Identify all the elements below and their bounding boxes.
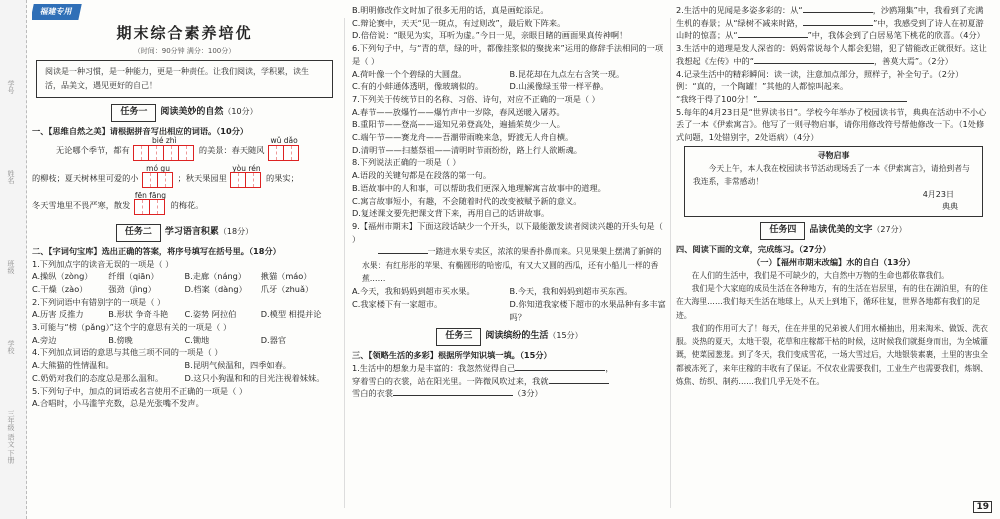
task3-name: 阅读缤纷的生活 bbox=[485, 331, 549, 342]
notice-sign: 典典 bbox=[942, 202, 958, 212]
sub-question-7: 7.下列关于传统节日的名称、习俗、诗句，对应不正确的一项是（ ） bbox=[352, 93, 600, 104]
fill-4: 4.记录生活中的精彩瞬间：读一读，注意加点部分，照样子，补全句子。（2分） bbox=[676, 68, 964, 79]
fill-4-example: 例：“真的，一个陶罐！”其他的人都惊叫起来。 bbox=[676, 81, 849, 92]
pinyin-box-3[interactable]: mó gu bbox=[143, 165, 173, 192]
options-4: A.大熊猫的性情温和。 B.昆明气候温和，四季如春。 C.奶奶对我们的态度总是那么温和。 D.这只小狗温和和的目光注视着妹妹。 bbox=[32, 360, 325, 383]
option-8b: B.语故事中的人和事，可以帮助我们更深入地理解寓言故事中的道理。 bbox=[352, 182, 606, 193]
task3-label: 任务三 bbox=[436, 328, 481, 346]
fill-5: 5.每年的4月23日是“世界读书日”。学校今年举办了校园读书节，典典在活动中不小心丢了一本《伊索寓言》。他写了一则寻物启事，请你用修改符号帮他修改一下。（1处修式问题，1处错别字，2处语病）（4分） bbox=[676, 106, 987, 143]
option-5d: D.倍倍说：“眼见为实，耳听为虚。”今日一见，亲眼目睹的画面果真传神啊！ bbox=[352, 30, 628, 41]
name-label: 姓名 bbox=[7, 170, 15, 184]
student-id-label: 学号 bbox=[7, 80, 15, 94]
fill-1b: 穿着雪白的衣裳，站在阳光里。一阵微风吹过来，我就 bbox=[352, 375, 667, 388]
task3-header bbox=[352, 328, 667, 346]
fill-blank-2[interactable] bbox=[549, 383, 609, 384]
sub-question-9: 9.【福州市期末】下面这段话缺少一个开头，以下最能激发读者阅读兴趣的开头句是（ ） bbox=[352, 220, 663, 244]
sub-question-5: 5.下列句子中，加点的词语或名言使用不正确的一项是（ ） bbox=[32, 385, 248, 396]
exam-title: 期末综合素养培优 bbox=[116, 24, 253, 43]
column-right bbox=[676, 0, 991, 519]
option-8d: D.复述课文要先把课文背下来，再用自己的话讲故事。 bbox=[352, 208, 550, 219]
pinyin-box-4[interactable]: yòu rén bbox=[231, 165, 261, 192]
task2-score: （18分） bbox=[218, 226, 254, 236]
page-number: 19 bbox=[973, 501, 992, 513]
pinyin-line-1: 无论哪个季节，都有 bié zhì 的美景：春天随风 wǔ dǎo bbox=[56, 137, 337, 164]
notice-title: 寻物启事 bbox=[817, 150, 850, 160]
pinyin-box-1[interactable]: bié zhì bbox=[134, 137, 194, 164]
fill-1: 1.生活中的想象力是丰富的：我忽然觉得自己 ， bbox=[352, 362, 614, 373]
pinyin-line-3: 冬天雪地里不畏严寒，散发 fēn fāng 的梅花。 bbox=[32, 192, 337, 219]
sub-question-4: 4.下列加点词语的意思与其他三项不同的一项是（ ） bbox=[32, 347, 223, 358]
sub-question-8: 8.下列说法正确的一项是（ ） bbox=[352, 157, 461, 168]
sub-question-3: 3.可能与“榜（pǎng）”这个字的意思有关的一项是（ ） bbox=[32, 322, 232, 333]
article-para-2: 我们是个大家庭的成员生活在各种地方，有的生活在岩层里，有的住在湖泊里，有的住在大海里……我们每天生活在地球上，从天上到地下，循环往复，世界各地都有我们的足迹。 bbox=[676, 284, 988, 320]
fill-1c: 雪白的衣裳 （3分） bbox=[352, 388, 543, 399]
passage-9: 一踏进水果专卖区，浓浓的果香扑鼻而来。只见果架上摆满了新鲜的水果：有红彤彤的苹果、有椭圆形的哈密瓜，有又大又圆的西瓜，还有小船儿一样的香蕉…… bbox=[362, 247, 662, 283]
binding-strip bbox=[0, 0, 27, 519]
fill-4-answer: “我终于得了100分！” bbox=[676, 93, 991, 106]
task1-score: （10分） bbox=[223, 106, 258, 116]
fill-3: 3.生活中的道理是发人深省的：妈妈常说每个人都会犯错，犯了错能改正就很好。这让我想起《左传》中的“ ，善莫大焉”。（2分） bbox=[676, 43, 987, 66]
question-2: 二、【字词句宝库】选出正确的答案，将序号填写在括号里。（18分） bbox=[32, 245, 281, 256]
task2-name: 学习语言积累 bbox=[164, 226, 219, 237]
option-7b: B.重阳节——登高——遥知兄弟登高处，遍插茱萸少一人。 bbox=[352, 119, 565, 130]
article-para-3: 我们的作用可大了！每天，住在井里的兄弟被人们用水桶抽出，用来淘米、做饭、洗衣服。炎热的夏天，太地干裂，花草和庄稼都干枯的时候，这时候我们就挺身而出，为全城灌溉，使菜园葱茏。到了冬天，我们变成雪花，一场大雪过后，大地银装素裹，土里的害虫全都被冻死了，来年庄稼的丰收有了保证。不仅农业需要我们，工业生产也需要我们，炼钢、炼焦、纺织、制药……我们几乎无处不在。 bbox=[676, 323, 988, 386]
pinyin-line-2: 的柳枝；夏天树林里可爱的小 mó gu ；秋天果园里 yòu rén 的果实； bbox=[32, 165, 337, 192]
article-para-1: 在人们的生活中，我们是不可缺少的，大自然中万物的生命也都依靠我们。 bbox=[691, 270, 949, 280]
task4-label: 任务四 bbox=[760, 222, 805, 240]
region-badge: 福建专用 bbox=[32, 4, 82, 20]
task1-header bbox=[32, 104, 337, 122]
question-4: 四、阅读下面的文章，完成练习。（27分） bbox=[676, 244, 831, 255]
intro-box: 阅读是一种习惯，是一种能力，更是一种责任。让我们阅读，学积累，读生活，品美文，遇见更好的自己！ bbox=[36, 60, 333, 97]
exam-subtitle: （时间：90分钟 满分：100分） bbox=[133, 46, 236, 55]
article-title: （一）【福州市期末改编】水的自白（13分） bbox=[752, 257, 915, 268]
sub-question-2: 2.下列词语中有错别字的一项是（ ） bbox=[32, 296, 166, 307]
option-5c: C.辩论赛中，天天“见一斑点，有过则改”，最后败下阵来。 bbox=[352, 17, 566, 28]
column-left bbox=[32, 0, 337, 519]
fill-blank-3[interactable] bbox=[393, 395, 513, 396]
column-middle bbox=[352, 0, 667, 519]
task2-header bbox=[32, 224, 337, 242]
option-7a: A.春节——放爆竹——爆竹声中一岁除，春风送暖入屠苏。 bbox=[352, 106, 565, 117]
options-6: A.荷叶像一个个碧绿的大圆盘。 B.昆花却在九点左右含笑一现。 C.有的小蚌通体透明，像玻璃似的。 D.山溪像绿玉带一样平静。 bbox=[352, 68, 625, 92]
task4-score: （27分） bbox=[872, 225, 907, 235]
notice-date: 4月23日 bbox=[922, 189, 954, 199]
task3-score: （15分） bbox=[548, 331, 583, 341]
sub-question-1: 1.下列加点字的读音无误的一项是（ ） bbox=[32, 258, 174, 269]
class-label: 班级 bbox=[7, 260, 15, 274]
option-7d: D.清明节——扫墓祭祖——清明时节雨纷纷，路上行人欲断魂。 bbox=[352, 144, 582, 155]
options-3: A.旁边 B.傍晚 C.锄地 D.器官 bbox=[32, 334, 287, 345]
notice-body: 今天上午，本人我在校园读书节活动现场丢了一本《伊索寓言》，请拾到者与我连系，非常感动！ bbox=[693, 164, 970, 187]
option-8c: C.寓言故事短小，有趣，不会随着时代的改变被赋予新的意义。 bbox=[352, 195, 582, 206]
column-divider-1 bbox=[344, 18, 345, 508]
option-5a: A.合唱时，小马滥竽充数，总是光张嘴不发声。 bbox=[32, 398, 204, 409]
column-divider-2 bbox=[670, 18, 671, 508]
options-9: A.今天，我和妈妈到超市买水果。 B.今天，我和妈妈到超市买东西。 C.我家楼下有一家超市。 D.你知道我家楼下超市的水果品种有多丰富吗？ bbox=[352, 286, 666, 322]
task1-label: 任务一 bbox=[111, 104, 156, 122]
sub-question-6: 6.下列句子中，与“青的草，绿的叶，都像挂浆似的聚拢来”运用的修辞手法相同的一项是（ ） bbox=[352, 43, 664, 66]
option-8a: A.语段的关键句都是在段落的第一句。 bbox=[352, 170, 492, 181]
option-5b: B.明明修改作文时加了很多无用的话，真是画蛇添足。 bbox=[352, 5, 549, 15]
task4-header bbox=[676, 222, 991, 240]
option-7c: C.端午节——赛龙舟——吾潮带雨晚来急，野渡无人舟自横。 bbox=[352, 132, 574, 143]
task1-name: 阅读美妙的自然 bbox=[160, 106, 224, 117]
fill-2: 2.生活中的见闻是多姿多彩的：从“ ，沙鸥翔集”中，我看到了充满生机的春景；从“绿树不减来时路， ”中，我感受到了诗人在初夏游山时的惊喜；从“ ”中，我体会到了白居易笔下桃花的欣喜。（4分） bbox=[676, 5, 985, 41]
question-3: 三、【领略生活的多彩】根据所学知识填一填。（15分） bbox=[352, 350, 552, 361]
pinyin-box-5[interactable]: fēn fāng bbox=[135, 192, 166, 219]
options-2: A.历害 反推力 B.形状 争奇斗艳 C.姿势 阿拉伯 D.模型 相提并论 bbox=[32, 309, 322, 320]
task2-label: 任务二 bbox=[116, 224, 161, 242]
lost-notice bbox=[684, 146, 983, 218]
question-1: 一、【思维自然之美】请根据拼音写出相应的词语。（10分） bbox=[32, 125, 249, 136]
pinyin-box-2[interactable]: wǔ dǎo bbox=[269, 137, 299, 164]
options-1: A.操纵（zòng） 纤细（qiān） B.走廊（náng） 揪猫（máo） C.干燥（zào） 强劲（jìng） D.档案（dàng） 爪牙（zhuǎ） bbox=[32, 271, 314, 294]
grade-label: 三年级 语文 下册 bbox=[7, 410, 15, 464]
task4-name: 品读优美的文字 bbox=[809, 225, 873, 236]
fill-blank-1[interactable] bbox=[515, 370, 605, 371]
school-label: 学校 bbox=[7, 340, 15, 354]
